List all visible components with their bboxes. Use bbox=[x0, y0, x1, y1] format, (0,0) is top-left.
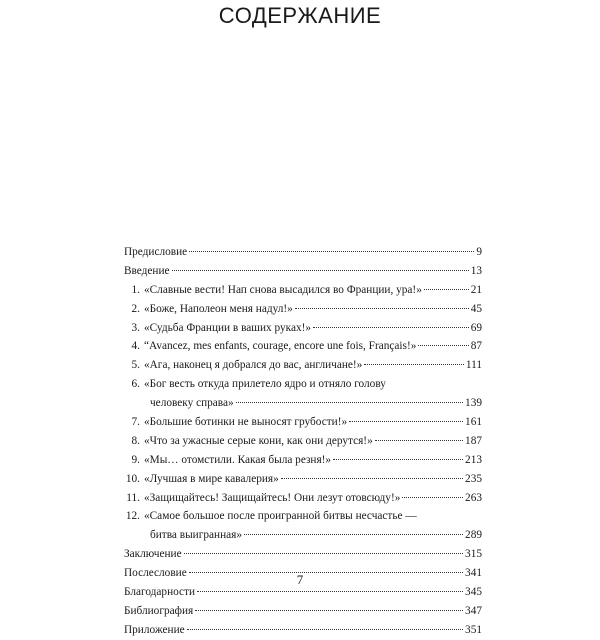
toc-entry-chapter-7[interactable] bbox=[124, 413, 482, 432]
dot-leader bbox=[313, 327, 469, 328]
toc-entry-title: «Бог весть откуда прилетело ядро и отняло голову bbox=[144, 378, 386, 391]
chapter-number: 11. bbox=[126, 491, 140, 504]
chapter-number: 10. bbox=[125, 472, 140, 485]
toc-entry-page: 341 bbox=[465, 567, 482, 580]
toc-entry-chapter-12[interactable] bbox=[124, 507, 482, 526]
dot-leader bbox=[184, 553, 463, 554]
toc-entry-page: 161 bbox=[465, 416, 482, 429]
toc-entry-page: 315 bbox=[465, 548, 482, 561]
toc-entry-title: Благодарности bbox=[124, 586, 196, 599]
dot-leader bbox=[364, 364, 464, 365]
toc-entry-conclusion[interactable] bbox=[124, 545, 482, 564]
toc-entry-title: «Славные вести! Нап снова высадился во Франции, ура!» bbox=[144, 283, 422, 296]
toc-entry-chapter-4[interactable] bbox=[124, 337, 482, 356]
dot-leader bbox=[418, 345, 468, 346]
toc-entry-chapter-2[interactable] bbox=[124, 300, 482, 319]
toc-entry-title: Приложение bbox=[124, 623, 185, 636]
toc-entry-page: 69 bbox=[470, 321, 482, 334]
toc-entry-title: “Avancez, mes enfants, courage, encore une fois, Français!» bbox=[144, 340, 417, 353]
toc-entry-chapter-6-continuation[interactable] bbox=[124, 394, 482, 413]
chapter-number: 7. bbox=[131, 416, 140, 429]
chapter-number: 2. bbox=[131, 302, 140, 315]
dot-leader bbox=[295, 308, 469, 309]
toc-entry-chapter-5[interactable] bbox=[124, 356, 482, 375]
toc-entry-page: 87 bbox=[470, 340, 482, 353]
dot-leader bbox=[281, 478, 463, 479]
chapter-number: 12. bbox=[125, 510, 140, 523]
dot-leader bbox=[195, 610, 463, 611]
toc-entry-page: 345 bbox=[465, 586, 482, 599]
dot-leader bbox=[187, 629, 463, 630]
toc-entry-page: 9 bbox=[476, 246, 482, 258]
toc-entry-chapter-12-continuation[interactable] bbox=[124, 526, 482, 545]
toc-entry-introduction[interactable] bbox=[124, 262, 482, 281]
dot-leader bbox=[197, 591, 463, 592]
toc-entry-page: 213 bbox=[465, 453, 482, 466]
toc-entry-title: «Лучшая в мире кавалерия» bbox=[144, 472, 279, 485]
toc-entry-title: «Защищайтесь! Защищайтесь! Они лезут отовсюду!» bbox=[144, 491, 401, 504]
dot-leader bbox=[375, 440, 463, 441]
chapter-number: 5. bbox=[131, 359, 140, 372]
toc-entry-page: 139 bbox=[465, 397, 482, 410]
dot-leader bbox=[244, 534, 463, 535]
toc-entry-title: «Ага, наконец я добрался до вас, англичане!» bbox=[144, 359, 363, 372]
toc-entry-page: 351 bbox=[465, 623, 482, 636]
toc-entry-title: «Боже, Наполеон меня надул!» bbox=[144, 302, 293, 315]
chapter-number: 8. bbox=[131, 434, 140, 447]
toc-entry-title: «Самое большое после проигранной битвы несчастье — bbox=[144, 510, 417, 523]
toc-entry-title: «Судьба Франции в ваших руках!» bbox=[144, 321, 312, 334]
toc-entry-chapter-3[interactable] bbox=[124, 319, 482, 338]
toc-entry-title-continuation: человеку справа» bbox=[150, 397, 234, 410]
dot-leader bbox=[424, 289, 469, 290]
toc-entry-title: Введение bbox=[124, 264, 170, 277]
chapter-number: 1. bbox=[131, 283, 140, 296]
toc-entry-chapter-6[interactable] bbox=[124, 375, 482, 394]
toc-entry-page: 263 bbox=[465, 491, 482, 504]
dot-leader bbox=[172, 270, 469, 271]
toc-entry-chapter-9[interactable] bbox=[124, 451, 482, 470]
toc-entry-page: 235 bbox=[465, 472, 482, 485]
toc-entry-title: «Что за ужасные серые кони, как они дерутся!» bbox=[144, 434, 373, 447]
chapter-number: 6. bbox=[131, 378, 140, 391]
toc-entry-appendix[interactable] bbox=[124, 621, 482, 640]
toc-entry-page: 21 bbox=[470, 283, 482, 296]
toc-entry-page: 289 bbox=[465, 529, 482, 542]
chapter-number: 3. bbox=[131, 321, 140, 334]
dot-leader bbox=[333, 459, 463, 460]
toc-entry-page: 347 bbox=[465, 604, 482, 617]
page-number: 7 bbox=[296, 572, 304, 587]
chapter-number: 9. bbox=[131, 453, 140, 466]
toc-entry-preface[interactable] bbox=[124, 243, 482, 262]
toc-entry-title-continuation: битва выигранная» bbox=[150, 529, 242, 542]
chapter-number: 4. bbox=[131, 340, 140, 353]
toc-entry-bibliography[interactable] bbox=[124, 602, 482, 621]
toc-entry-title: Библиография bbox=[124, 604, 194, 617]
toc-entry-page: 111 bbox=[465, 359, 482, 372]
toc-entry-page: 13 bbox=[470, 264, 482, 277]
toc-entry-page: 187 bbox=[465, 434, 482, 447]
toc-entry-chapter-1[interactable] bbox=[124, 281, 482, 300]
dot-leader bbox=[236, 402, 463, 403]
dot-leader bbox=[189, 251, 474, 252]
toc-entry-title: Предисловие bbox=[124, 246, 188, 258]
page-title: СОДЕРЖАНИЕ bbox=[218, 3, 382, 28]
toc-entry-page: 45 bbox=[470, 302, 482, 315]
toc-entry-title: «Мы… отомстили. Какая была резня!» bbox=[144, 453, 332, 466]
toc-entry-chapter-8[interactable] bbox=[124, 432, 482, 451]
toc-entry-chapter-11[interactable] bbox=[124, 489, 482, 508]
dot-leader bbox=[402, 497, 463, 498]
toc-entry-title: «Большие ботинки не выносят грубости!» bbox=[144, 416, 348, 429]
toc-entry-title: Заключение bbox=[124, 548, 182, 561]
toc-entry-chapter-10[interactable] bbox=[124, 470, 482, 489]
toc-entry-title: Послесловие bbox=[124, 567, 187, 580]
dot-leader bbox=[349, 421, 463, 422]
